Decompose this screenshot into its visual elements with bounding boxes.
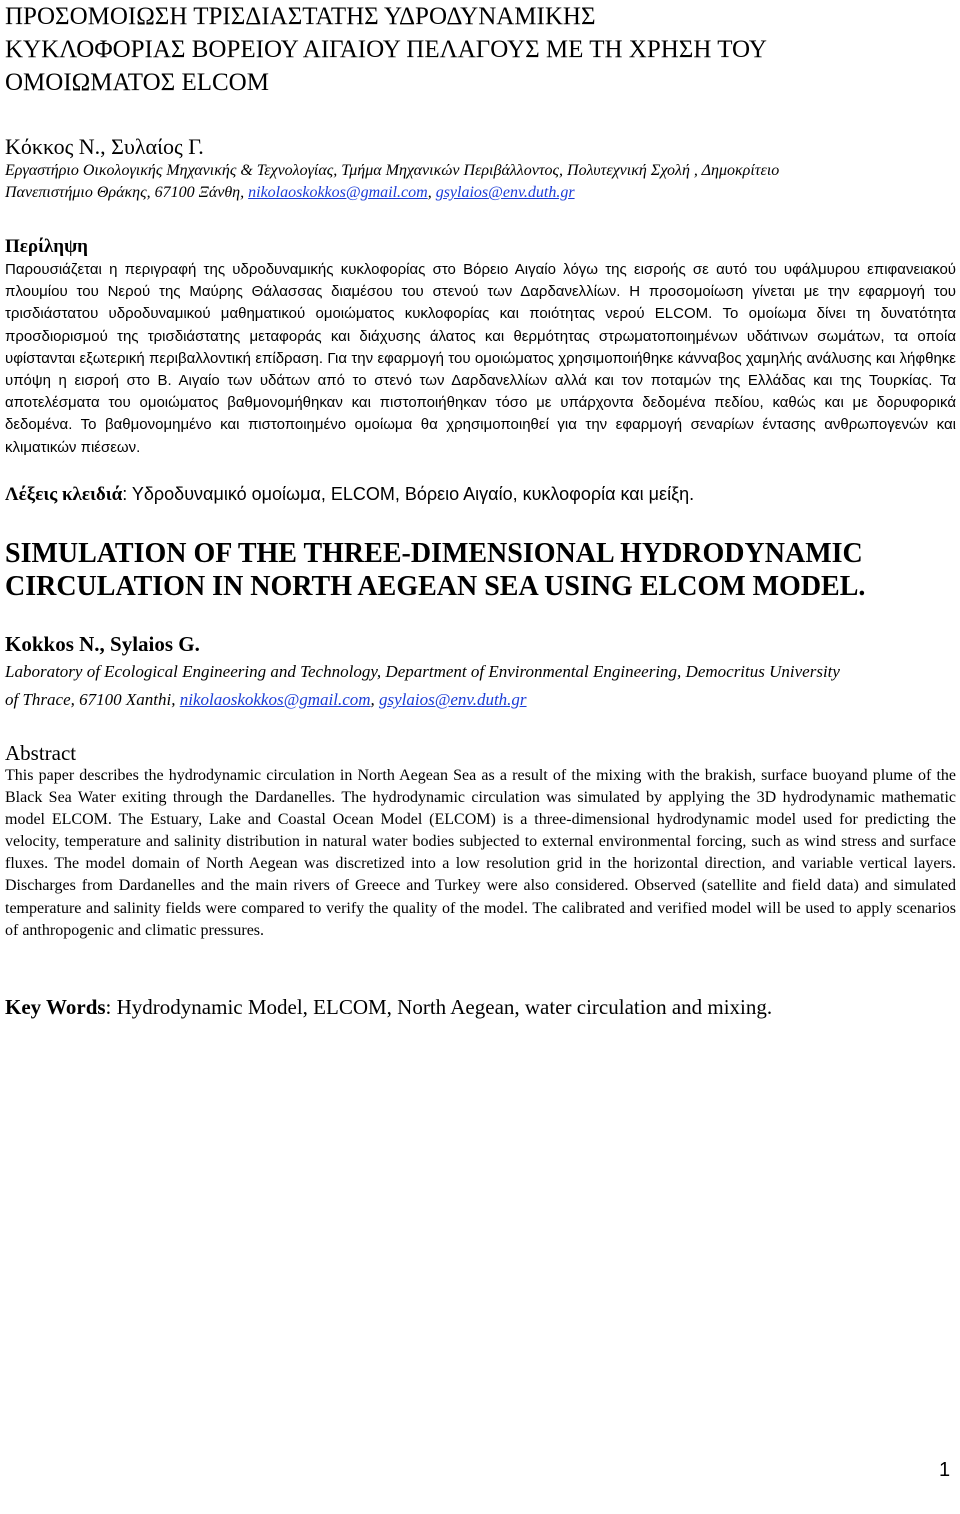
greek-abstract-heading: Περίληψη: [5, 236, 88, 257]
english-affiliation-address: of Thrace, 67100 Xanthi,: [5, 690, 180, 709]
greek-keywords-value: : Υδροδυναμικό ομοίωμα, ELCOM, Βόρειο Αιγαίο, κυκλοφορία και μείξη.: [122, 484, 695, 504]
greek-affiliation-line: Εργαστήριο Οικολογικής Μηχανικής & Τεχνολογίας, Τμήμα Μηχανικών Περιβάλλοντος, Πολυτεχνική Σχολή , Δημοκρίτειο: [5, 162, 780, 179]
english-affiliation-line: Laboratory of Ecological Engineering and Technology, Department of Environmental Engineering, Democritus University: [5, 662, 840, 681]
english-keywords-label: Key Words: [5, 995, 106, 1019]
greek-authors: Κόκκος Ν., Συλαίος Γ.: [5, 134, 204, 159]
english-affiliation-contact: [5, 686, 956, 714]
english-title-line: SIMULATION OF THE THREE-DIMENSIONAL HYDRODYNAMIC: [5, 538, 863, 569]
greek-email-link-1[interactable]: nikolaoskokkos@gmail.com: [248, 184, 428, 201]
english-email-link-2[interactable]: gsylaios@env.duth.gr: [379, 690, 527, 709]
greek-affiliation: [5, 160, 956, 204]
email-separator: ,: [427, 184, 436, 201]
english-title: [5, 537, 956, 603]
english-abstract-heading: Abstract: [5, 741, 77, 765]
english-abstract-text: This paper describes the hydrodynamic circulation in North Aegean Sea as a result of the mixing with the brakish, surface buoyand plume of the Black Sea Water exiting through the Dardanelles. The hydrodynamic circulation was simulated by applying the 3D hydrodynamic mathematic model ELCOM. The Estuary, Lake and Coastal Ocean Model (ELCOM) is a three-dimensional hydrodynamic model used for predicting the velocity, temperature and salinity distribution in natural water bodies subjected to external environmental forcing, such as wind stress and surface fluxes. The model domain of North Aegean was discretized into a low resolution grid in the horizontal direction, and variable vertical layers. Discharges from Dardanelles and the main rivers of Greece and Turkey were also considered. Observed (satellite and field data) and simulated temperature and salinity fields were compared to verify the quality of the model. The calibrated and verified model will be used to apply scenarios of anthropogenic and climatic pressures.: [5, 767, 956, 939]
greek-abstract-text: Παρουσιάζεται η περιγραφή της υδροδυναμικής κυκλοφορίας στο Βόρειο Αιγαίο λόγω της εισροής σε αυτό του υφάλμυρου επιφανειακού πλουμίου του Νερού της Μαύρης Θάλασσας διαμέσου του στενού των Δαρδανελλίων. Η προσομοίωση γίνεται με την εφαρμογή του τρισδιάστατου υδροδυναμικού μαθηματικού ομοιώματος κυκλοφορίας και ποιότητας νερού ELCOM. Το ομοίωμα δίνει τη δυνατότητα προσδιορισμού της τρισδιάστατης μεταφοράς και διάχυσης άλατος και θερμότητας στρωματοποιημένων υδάτινων σωμάτων, τα οποία υφίστανται εξωτερική περιβαλλοντική επίδραση. Για την εφαρμογή του ομοιώματος χρησιμοποιήθηκε κάνναβος χαμηλής ανάλυσης και λήφθηκε υπόψη η εισροή στο Β. Αιγαίο των υδάτων από το στενό των Δαρδανελλίων αλλά και τον ποταμών της Ελλάδας και της Τουρκίας. Τα αποτελέσματα του ομοιώματος βαθμονομήθηκαν και πιστοποιήθηκαν τόσο με υπάρχοντα δεδομένα πεδίου, καθώς και με δορυφορικά δεδομένα. Το βαθμονομημένο και πιστοποιημένο ομοίωμα θα χρησιμοποιηθεί για την εφαρμογή σεναρίων έντασης ανθρωπογενών και κλιματικών πιέσεων.: [5, 261, 956, 456]
english-title-line: CIRCULATION IN NORTH AEGEAN SEA USING ELCOM MODEL.: [5, 571, 866, 602]
english-keywords-value: : Hydrodynamic Model, ELCOM, North Aegean, water circulation and mixing.: [105, 995, 773, 1019]
greek-title-line: ΚΥΚΛΟΦΟΡΙΑΣ ΒΟΡΕΙΟΥ ΑΙΓΑΙΟΥ ΠΕΛΑΓΟΥΣ ΜΕ ΤΗ ΧΡΗΣΗ ΤΟΥ: [5, 36, 767, 63]
greek-title: [5, 0, 956, 99]
page-number: 1: [939, 1459, 951, 1481]
english-keywords: [5, 994, 956, 1020]
greek-title-line: ΠΡΟΣΟΜΟΙΩΣΗ ΤΡΙΣΔΙΑΣΤΑΤΗΣ ΥΔΡΟΔΥΝΑΜΙΚΗΣ: [5, 3, 596, 30]
greek-affiliation-contact: [5, 182, 956, 204]
email-separator: ,: [370, 690, 380, 709]
greek-email-link-2[interactable]: gsylaios@env.duth.gr: [435, 184, 575, 201]
greek-title-line: ΟΜΟΙΩΜΑΤΟΣ ELCOM: [5, 69, 269, 96]
english-authors: Kokkos N., Sylaios G.: [5, 632, 200, 656]
greek-keywords: [5, 481, 956, 508]
greek-affiliation-address: Πανεπιστήμιο Θράκης, 67100 Ξάνθη,: [5, 184, 249, 201]
english-affiliation: [5, 658, 956, 714]
english-email-link-1[interactable]: nikolaoskokkos@gmail.com: [179, 690, 371, 709]
greek-keywords-label: Λέξεις κλειδιά: [5, 484, 123, 505]
